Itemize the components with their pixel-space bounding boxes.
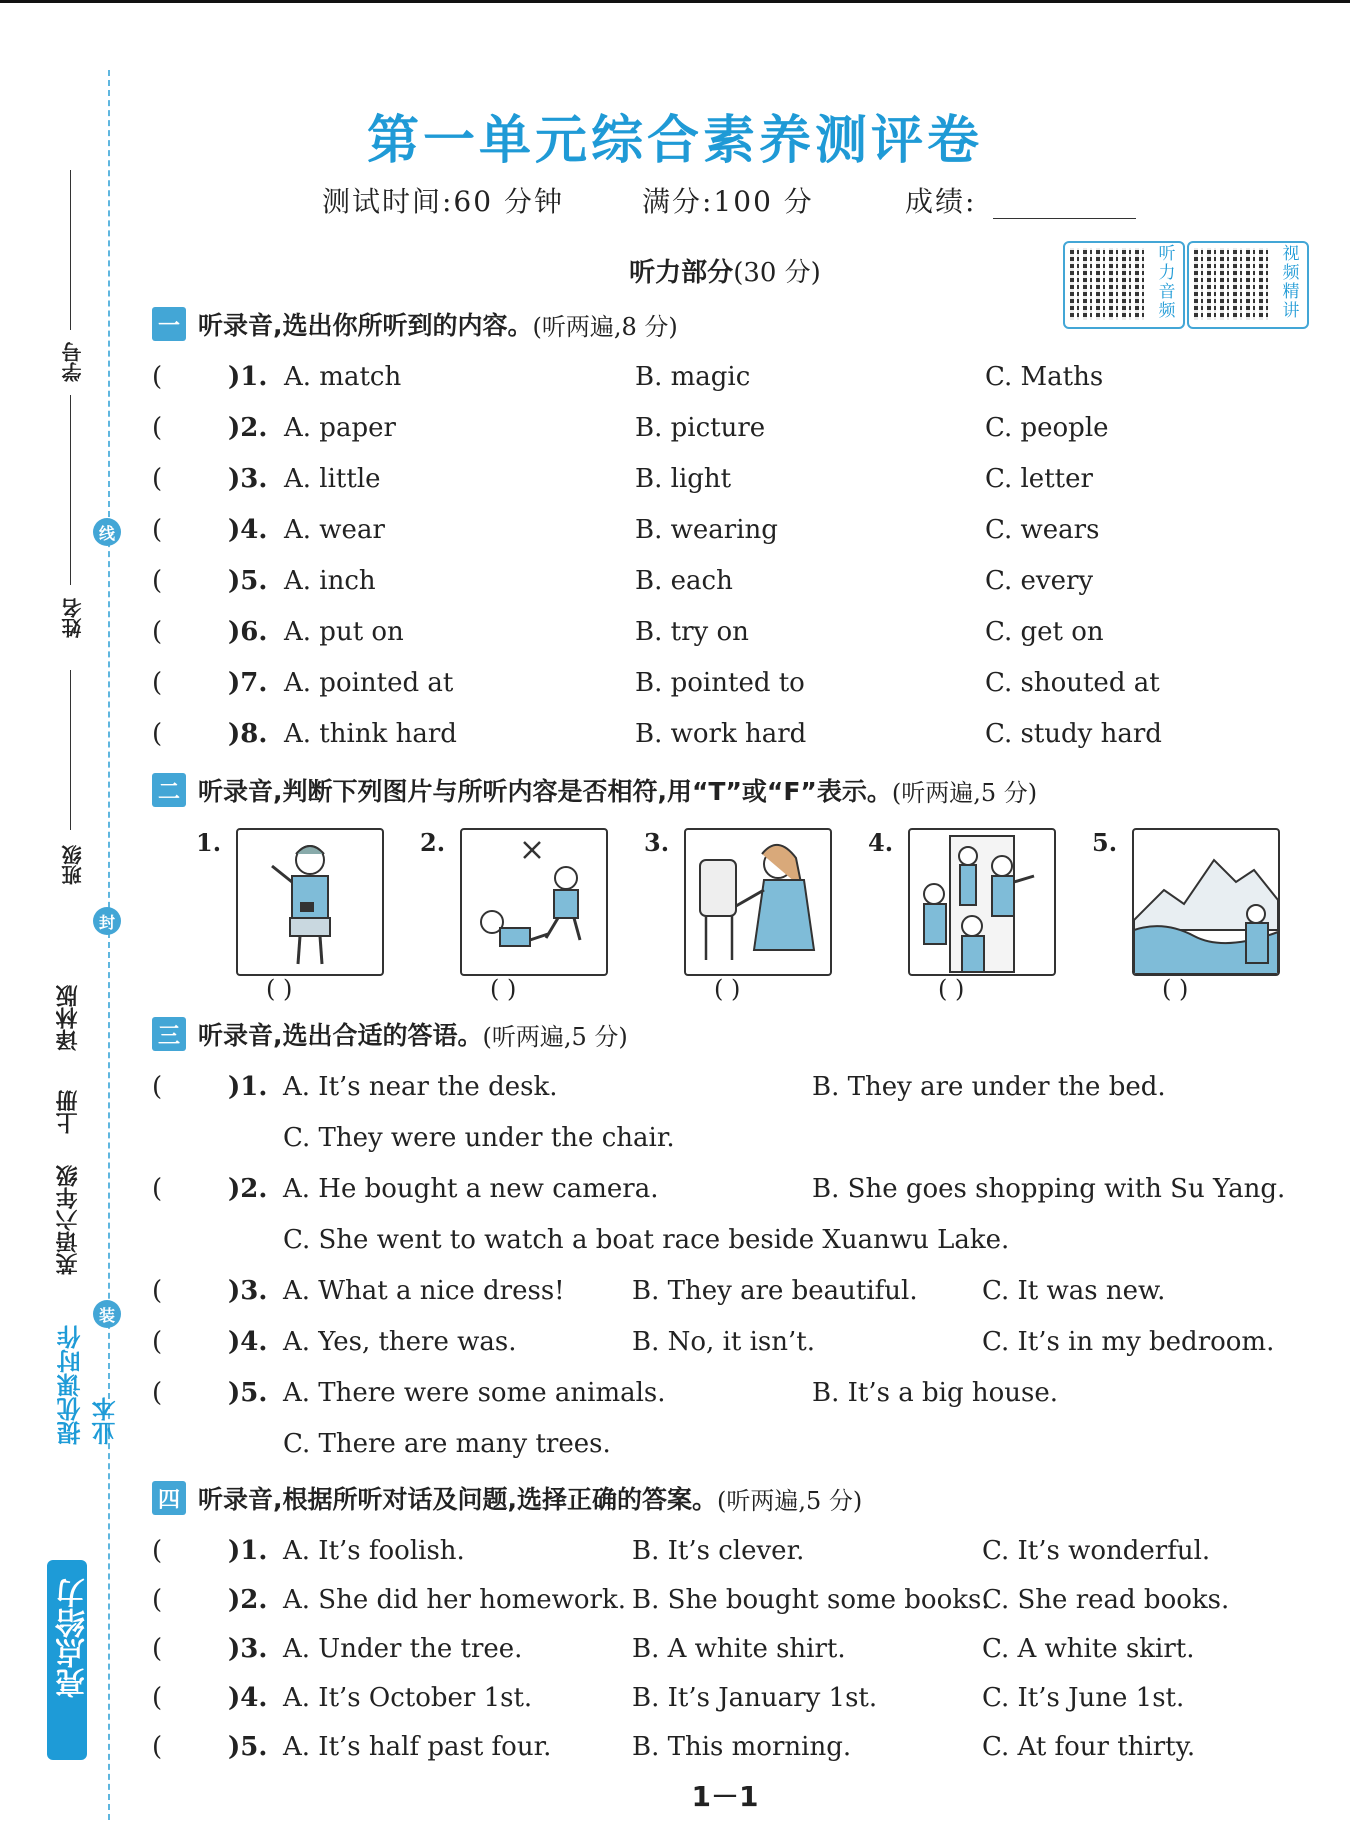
qr-code-icon (1070, 248, 1148, 320)
question-number: )5. (228, 566, 268, 596)
answer-paren[interactable]: ( (152, 617, 163, 647)
option-a: A. It’s near the desk. (283, 1072, 558, 1102)
grade-label: 英语六年级 (56, 1165, 81, 1275)
option-b: B. work hard (635, 719, 807, 749)
part-label: 听力部分 (629, 258, 734, 288)
answer-blank[interactable]: ( ) (1162, 975, 1189, 1003)
class-write-line (70, 670, 71, 830)
option-c: C. It’s wonderful. (982, 1536, 1211, 1566)
section-note: (听两遍,5 分) (482, 1022, 628, 1051)
volume-label: 上册 (56, 1090, 81, 1134)
question-number: )2. (228, 1174, 268, 1204)
seal-mark: 封 (93, 907, 121, 935)
question-number: )7. (228, 668, 268, 698)
option-a: A. think hard (284, 719, 457, 749)
option-a: A. It’s October 1st. (283, 1683, 533, 1713)
bind-mark: 装 (93, 1300, 121, 1328)
question-number: )2. (228, 413, 268, 443)
name-write-line (70, 395, 71, 585)
series-label: 提优课时作业本 (57, 1325, 120, 1445)
option-c: C. study hard (985, 719, 1162, 749)
option-a: A. pointed at (284, 668, 454, 698)
option-c: C. wears (985, 515, 1100, 545)
answer-blank[interactable]: ( ) (266, 975, 293, 1003)
answer-blank[interactable]: ( ) (490, 975, 517, 1003)
woman-and-chair-illustration (686, 830, 830, 974)
option-b: B. A white shirt. (632, 1634, 846, 1664)
qr-audio-label: 听力音频 (1158, 244, 1176, 321)
boy-with-camera-illustration (238, 830, 382, 974)
option-a: A. wear (284, 515, 385, 545)
option-c: C. Maths (985, 362, 1104, 392)
answer-paren[interactable]: ( (152, 1327, 163, 1357)
section-title: 听录音,选出合适的答语。 (198, 1021, 483, 1050)
answer-paren[interactable]: ( (152, 1072, 163, 1102)
mountain-river-illustration (1134, 830, 1278, 974)
picture-3 (684, 828, 832, 976)
option-b: B. pointed to (635, 668, 805, 698)
qr-video-label: 视频精讲 (1282, 244, 1300, 321)
question-number: )1. (228, 1072, 268, 1102)
answer-paren[interactable]: ( (152, 1276, 163, 1306)
question-number: )4. (228, 1683, 268, 1713)
line-mark: 线 (93, 518, 121, 546)
question-number: )8. (228, 719, 268, 749)
answer-paren[interactable]: ( (152, 464, 163, 494)
section-4-heading (152, 1480, 862, 1516)
part-score: (30 分) (733, 258, 821, 288)
option-c: C. There are many trees. (283, 1429, 611, 1459)
option-b: B. They are under the bed. (812, 1072, 1166, 1102)
series-block (47, 1325, 120, 1445)
option-c: C. It’s in my bedroom. (982, 1327, 1275, 1357)
top-border (0, 0, 1350, 3)
option-c: C. people (985, 413, 1109, 443)
option-a: A. inch (284, 566, 376, 596)
section-number: 一 (152, 307, 186, 341)
option-c: C. At four thirty. (982, 1732, 1196, 1762)
edition-label: 译林版 (56, 985, 81, 1051)
question-number: )1. (228, 1536, 268, 1566)
section-note: (听两遍,5 分) (717, 1486, 863, 1515)
full-score: 满分:100 分 (642, 185, 814, 218)
picture-number: 3. (644, 828, 670, 857)
option-a: A. He bought a new camera. (283, 1174, 659, 1204)
option-a: A. Under the tree. (283, 1634, 523, 1664)
option-c: C. She went to watch a boat race beside Xuanwu Lake. (283, 1225, 1010, 1255)
option-c: C. A white skirt. (982, 1634, 1195, 1664)
answer-paren[interactable]: ( (152, 1585, 163, 1615)
option-c: C. It was new. (982, 1276, 1166, 1306)
qr-audio[interactable] (1063, 241, 1185, 329)
option-a: A. match (284, 362, 402, 392)
option-b: B. No, it isn’t. (632, 1327, 815, 1357)
answer-paren[interactable]: ( (152, 1174, 163, 1204)
answer-paren[interactable]: ( (152, 413, 163, 443)
answer-paren[interactable]: ( (152, 719, 163, 749)
test-time: 测试时间:60 分钟 (322, 185, 564, 218)
section-title: 听录音,选出你所听到的内容。 (198, 311, 533, 340)
section-title: 听录音,判断下列图片与所听内容是否相符,用“T”或“F”表示。 (198, 777, 892, 806)
option-c: C. It’s June 1st. (982, 1683, 1185, 1713)
picture-5 (1132, 828, 1280, 976)
page-number: 1－1 (691, 1780, 759, 1813)
question-number: )3. (228, 1634, 268, 1664)
picture-2 (460, 828, 608, 976)
option-c: C. letter (985, 464, 1093, 494)
option-b: B. magic (635, 362, 751, 392)
question-number: )2. (228, 1585, 268, 1615)
option-b: B. It’s a big house. (812, 1378, 1058, 1408)
option-a: A. Yes, there was. (283, 1327, 517, 1357)
qr-code-icon (1194, 248, 1272, 320)
picture-4 (908, 828, 1056, 976)
answer-paren[interactable]: ( (152, 515, 163, 545)
option-c: C. They were under the chair. (283, 1123, 675, 1153)
label-name: 姓名 (61, 598, 85, 638)
option-a: A. There were some animals. (283, 1378, 666, 1408)
section-number: 四 (152, 1481, 186, 1515)
score-label: 成绩: (905, 185, 977, 218)
question-number: )5. (228, 1378, 268, 1408)
answer-paren[interactable]: ( (152, 1683, 163, 1713)
question-number: )3. (228, 464, 268, 494)
question-number: )3. (228, 1276, 268, 1306)
qr-video[interactable] (1187, 241, 1309, 329)
option-c: C. get on (985, 617, 1104, 647)
section-number: 三 (152, 1017, 186, 1051)
option-a: A. paper (284, 413, 396, 443)
brand-logo: 亮点给力 (56, 1578, 91, 1698)
id-write-line (70, 170, 71, 330)
score-blank[interactable] (993, 218, 1136, 219)
section-title: 听录音,根据所听对话及问题,选择正确的答案。 (198, 1485, 717, 1514)
answer-blank[interactable]: ( ) (714, 975, 741, 1003)
option-a: A. She did her homework. (283, 1585, 627, 1615)
picture-number: 4. (868, 828, 894, 857)
answer-paren[interactable]: ( (152, 1536, 163, 1566)
section-2-heading (152, 772, 1037, 808)
option-a: A. put on (284, 617, 404, 647)
option-a: A. It’s half past four. (283, 1732, 552, 1762)
section-note: (听两遍,8 分) (532, 312, 678, 341)
label-student-id: 学号 (61, 342, 85, 382)
label-class: 班级 (61, 845, 85, 885)
section-number: 二 (152, 773, 186, 807)
option-b: B. This morning. (632, 1732, 852, 1762)
question-number: )4. (228, 1327, 268, 1357)
option-b: B. They are beautiful. (632, 1276, 918, 1306)
binding-line (108, 70, 110, 1820)
answer-paren[interactable]: ( (152, 1634, 163, 1664)
picture-1 (236, 828, 384, 976)
answer-paren[interactable]: ( (152, 566, 163, 596)
section-note: (听两遍,5 分) (891, 778, 1038, 807)
picture-number: 5. (1092, 828, 1118, 857)
option-b: B. It’s clever. (632, 1536, 805, 1566)
answer-paren[interactable]: ( (152, 668, 163, 698)
answer-paren[interactable]: ( (152, 362, 163, 392)
option-c: C. shouted at (985, 668, 1160, 698)
question-number: )6. (228, 617, 268, 647)
boys-fighting-illustration (462, 830, 606, 974)
option-b: B. It’s January 1st. (632, 1683, 878, 1713)
section-3-heading (152, 1016, 628, 1052)
answer-paren[interactable]: ( (152, 1378, 163, 1408)
option-c: C. every (985, 566, 1094, 596)
brand-block (47, 1560, 91, 1760)
option-b: B. She goes shopping with Su Yang. (812, 1174, 1286, 1204)
option-b: B. wearing (635, 515, 778, 545)
answer-blank[interactable]: ( ) (938, 975, 965, 1003)
option-b: B. each (635, 566, 733, 596)
picture-number: 1. (196, 828, 222, 857)
option-b: B. try on (635, 617, 749, 647)
answer-paren[interactable]: ( (152, 1732, 163, 1762)
family-at-door-illustration (910, 830, 1054, 974)
option-b: B. light (635, 464, 732, 494)
picture-number: 2. (420, 828, 446, 857)
option-a: A. It’s foolish. (283, 1536, 465, 1566)
option-b: B. She bought some books. (632, 1585, 990, 1615)
section-1-heading (152, 306, 678, 342)
option-b: B. picture (635, 413, 766, 443)
question-number: )1. (228, 362, 268, 392)
page-title: 第一单元综合素养测评卷 (366, 110, 983, 171)
option-c: C. She read books. (982, 1585, 1230, 1615)
option-a: A. little (284, 464, 381, 494)
option-a: A. What a nice dress! (283, 1276, 565, 1306)
question-number: )4. (228, 515, 268, 545)
question-number: )5. (228, 1732, 268, 1762)
